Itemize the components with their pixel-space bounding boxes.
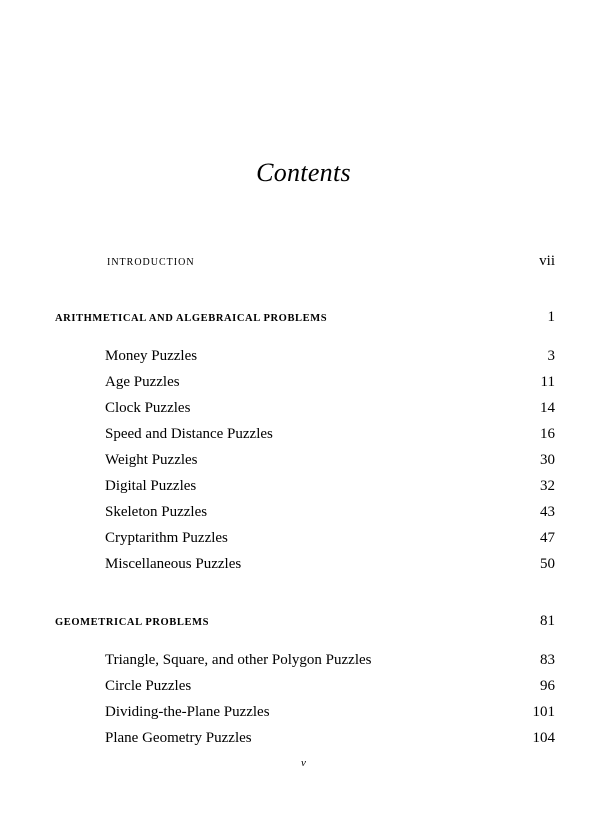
toc-entry[interactable] [105,730,555,747]
toc-entry[interactable] [105,652,555,669]
toc-label: INTRODUCTION [107,257,195,268]
toc-label: Weight Puzzles [105,452,198,468]
toc-page-number: 104 [532,730,555,746]
page-folio: v [301,757,306,769]
toc-page-number: 16 [540,426,555,442]
toc-entry[interactable] [105,452,555,469]
toc-entry[interactable] [105,374,555,391]
toc-entry[interactable] [105,426,555,443]
toc-page-number: 14 [540,400,555,416]
page-title: Contents [256,158,351,187]
toc-entry[interactable] [105,678,555,695]
toc-page-number: 3 [547,348,555,364]
toc-entry[interactable] [105,530,555,547]
toc-section-label: ARITHMETICAL AND ALGEBRAICAL PROBLEMS [55,313,328,324]
toc-label: Cryptarithm Puzzles [105,530,228,546]
toc-entry[interactable] [105,704,555,721]
toc-page-number: 11 [540,374,555,390]
toc-entry[interactable] [105,400,555,417]
toc-label: Skeleton Puzzles [105,504,208,520]
toc-label: Clock Puzzles [105,400,191,416]
toc-page-number: 50 [540,556,555,572]
toc-page-number: 47 [540,530,555,546]
toc-page-number: 96 [540,678,555,694]
toc-label: Dividing-the-Plane Puzzles [105,704,270,720]
toc-page-number: 32 [540,478,555,494]
toc-label: Digital Puzzles [105,478,197,494]
toc-page-number: 83 [540,652,555,668]
toc-page-number: 81 [540,613,555,629]
toc-section-heading[interactable] [55,613,555,630]
toc-label: Circle Puzzles [105,678,192,694]
toc-page-number: 30 [540,452,555,468]
toc-label: Plane Geometry Puzzles [105,730,252,746]
toc-page-number: 1 [547,309,555,325]
toc-label: Speed and Distance Puzzles [105,426,273,442]
toc-label: Money Puzzles [105,348,198,364]
toc-entry[interactable] [105,556,555,573]
toc-page-number: 43 [540,504,555,520]
toc-section-heading[interactable] [55,309,555,326]
toc-section-label: GEOMETRICAL PROBLEMS [55,617,210,628]
toc-label: Age Puzzles [105,374,180,390]
toc-entry[interactable] [105,478,555,495]
toc-entry[interactable] [105,348,555,365]
toc-page-number: vii [539,253,555,269]
toc-label: Triangle, Square, and other Polygon Puzzles [105,652,372,668]
toc-page-number: 101 [532,704,555,720]
toc-entry-introduction[interactable] [107,253,555,270]
toc-label: Miscellaneous Puzzles [105,556,242,572]
toc-entry[interactable] [105,504,555,521]
